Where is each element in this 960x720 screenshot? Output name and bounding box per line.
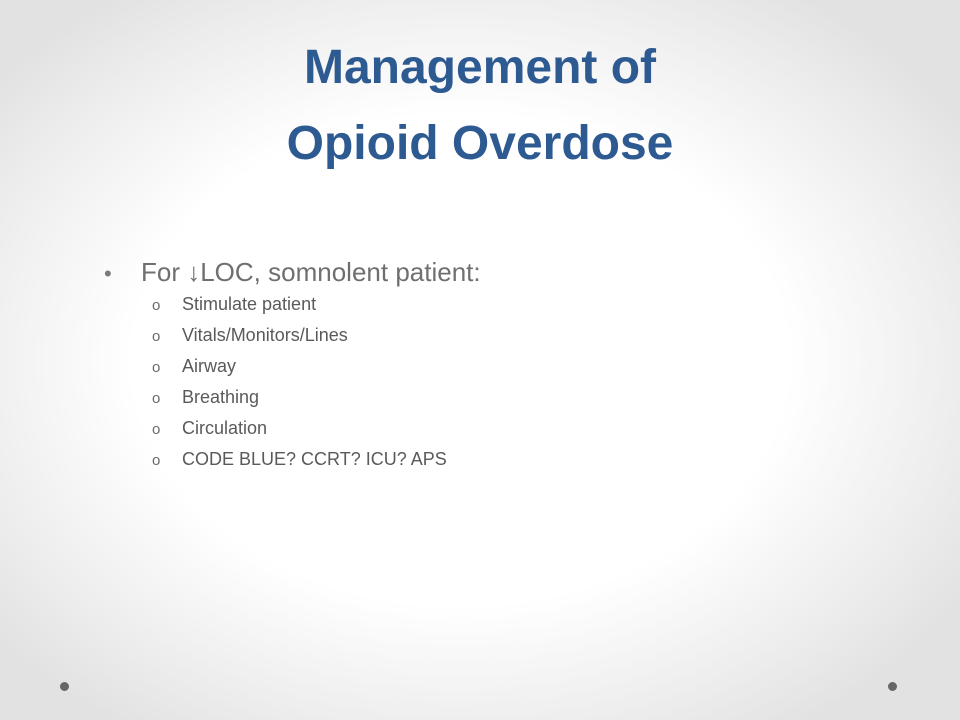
bullet-dot-icon: • bbox=[104, 261, 112, 286]
main-bullet bbox=[104, 252, 864, 294]
sub-bullet-list bbox=[152, 294, 864, 480]
circle-bullet-icon: o bbox=[152, 297, 161, 314]
slide-body bbox=[104, 252, 864, 480]
sub-bullet-text: Airway bbox=[182, 356, 237, 376]
corner-dot-left-icon bbox=[60, 682, 69, 691]
sub-bullet-item bbox=[152, 418, 864, 449]
sub-bullet-item bbox=[152, 356, 864, 387]
main-bullet-text: For ↓LOC, somnolent patient: bbox=[141, 257, 481, 287]
sub-bullet-item bbox=[152, 387, 864, 418]
sub-bullet-text: Stimulate patient bbox=[182, 294, 317, 314]
circle-bullet-icon: o bbox=[152, 390, 161, 407]
slide-title bbox=[0, 30, 960, 182]
title-line-2: Opioid Overdose bbox=[286, 117, 674, 170]
sub-bullet-item bbox=[152, 325, 864, 356]
sub-bullet-text: Circulation bbox=[182, 418, 268, 438]
sub-bullet-text: Breathing bbox=[182, 387, 260, 407]
sub-bullet-item bbox=[152, 294, 864, 325]
sub-bullet-text: Vitals/Monitors/Lines bbox=[182, 325, 348, 345]
corner-dot-right-icon bbox=[888, 682, 897, 691]
sub-bullet-item bbox=[152, 449, 864, 480]
circle-bullet-icon: o bbox=[152, 359, 161, 376]
circle-bullet-icon: o bbox=[152, 452, 161, 469]
circle-bullet-icon: o bbox=[152, 328, 161, 345]
circle-bullet-icon: o bbox=[152, 421, 161, 438]
title-line-1: Management of bbox=[303, 41, 657, 94]
sub-bullet-text: CODE BLUE? CCRT? ICU? APS bbox=[182, 449, 447, 469]
